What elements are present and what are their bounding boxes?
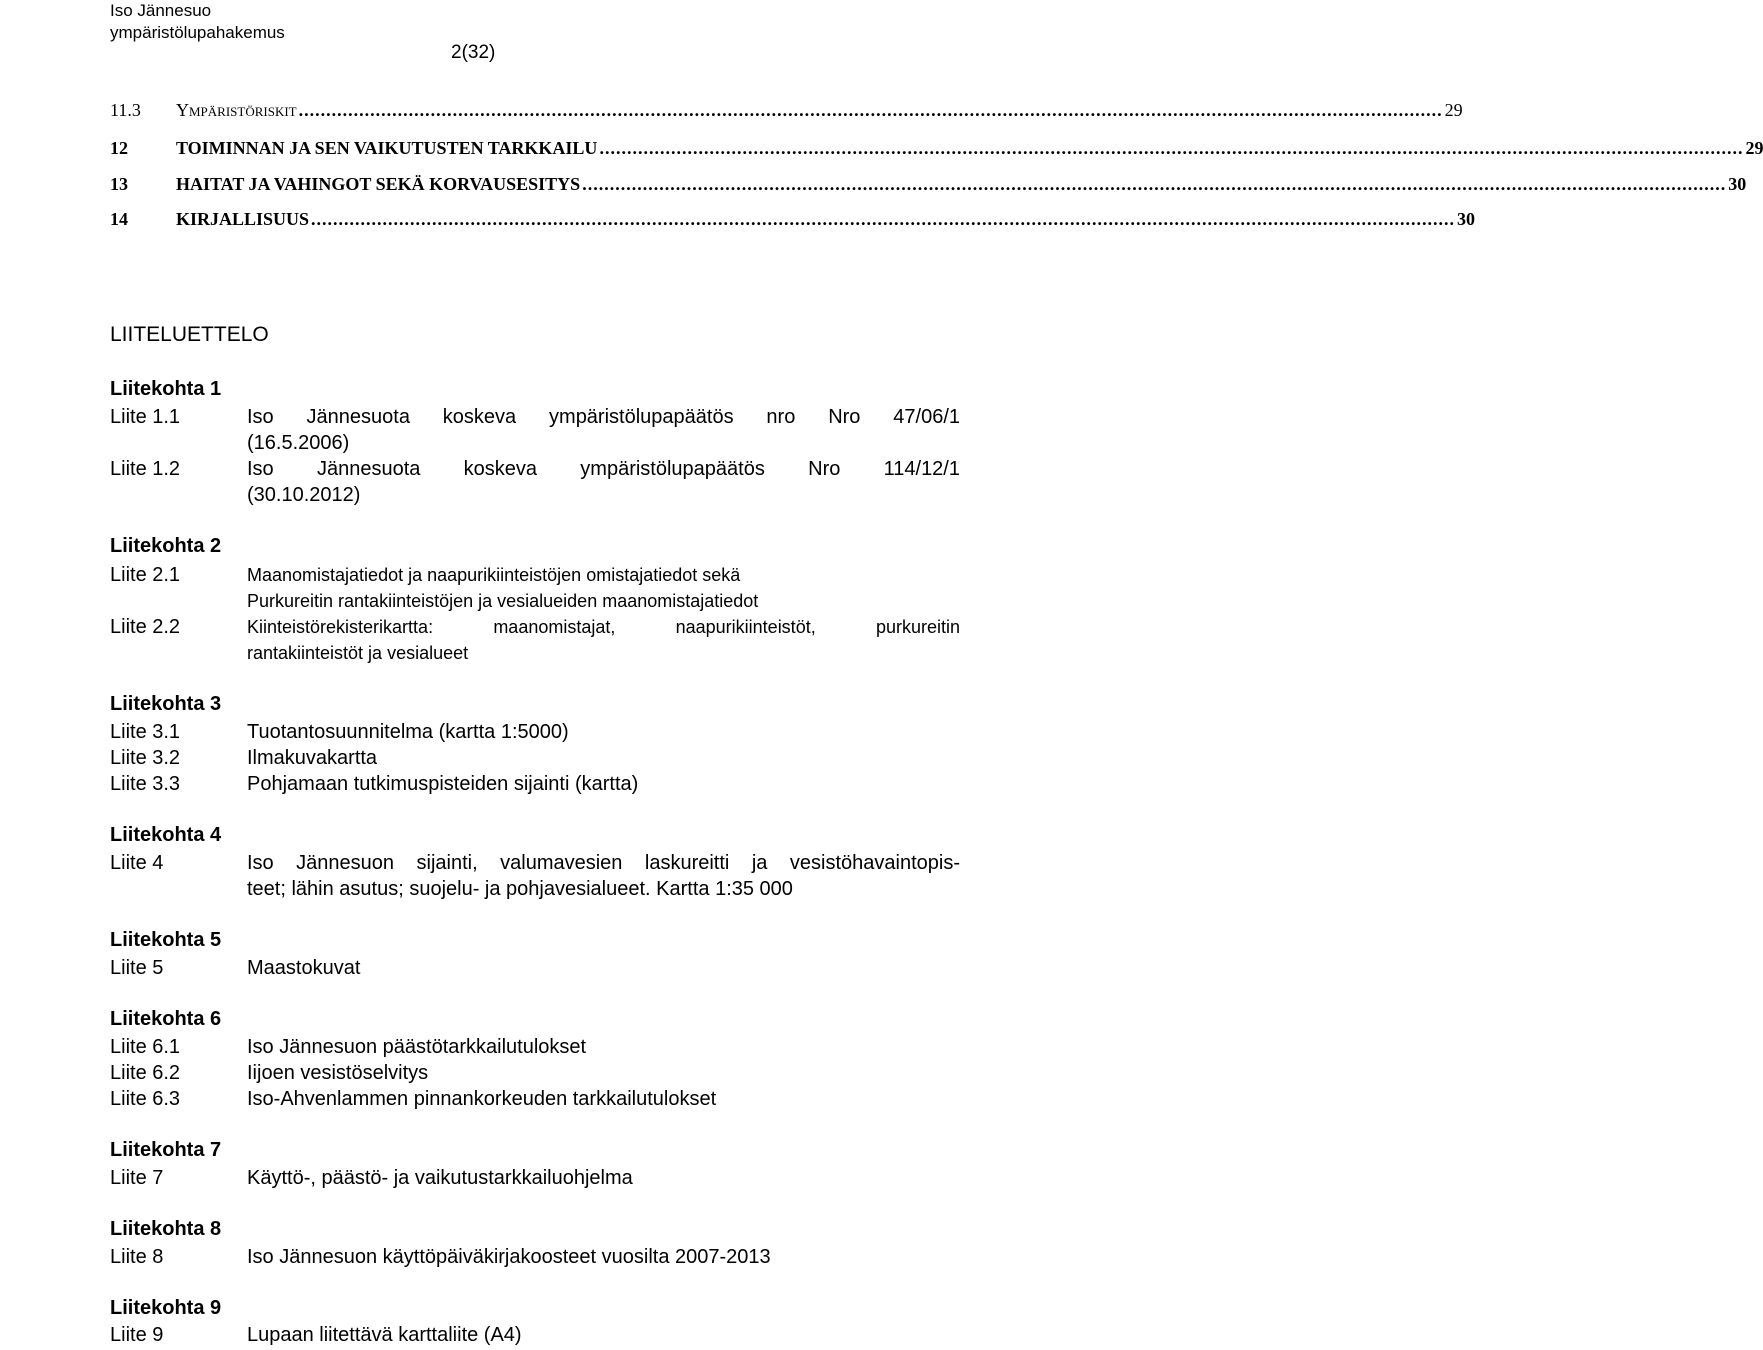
- appendix-description: Iijoen vesistöselvitys: [247, 1062, 429, 1084]
- section-heading: Liitekohta 1: [110, 378, 222, 400]
- toc-entry[interactable]: [110, 209, 1476, 230]
- appendix-description-cont: (30.10.2012): [247, 484, 361, 506]
- appendix-label: Liite 7: [110, 1167, 164, 1189]
- appendix-label: Liite 6.1: [110, 1036, 181, 1058]
- appendix-description: Maanomistajatiedot ja naapurikiinteistöjen omistajatiedot sekä: [247, 565, 741, 585]
- toc-entry[interactable]: [110, 100, 1463, 121]
- appendix-label: Liite 4: [110, 852, 164, 874]
- appendix-description-cont: rantakiinteistöt ja vesialueet: [247, 643, 469, 663]
- appendix-description-cont: teet; lähin asutus; suojelu- ja pohjavesialueet. Kartta 1:35 000: [247, 878, 793, 900]
- appendix-label: Liite 1.1: [110, 406, 181, 428]
- appendix-label: Liite 6.3: [110, 1088, 181, 1110]
- toc-entry-title: HAITAT JA VAHINGOT SEKÄ KORVAUSESITYS: [176, 174, 581, 194]
- toc-entry[interactable]: [110, 174, 1747, 195]
- appendix-description: Iso Jännesuota koskeva ympäristölupapäätös Nro 114/12/1: [247, 458, 960, 480]
- toc-entry-page: 30: [1728, 174, 1747, 194]
- section-heading: Liitekohta 5: [110, 929, 222, 951]
- toc-entry-title: KIRJALLISUUS: [176, 209, 310, 229]
- toc-entry-number: 14: [110, 209, 128, 229]
- appendix-description: Maastokuvat: [247, 957, 361, 979]
- section-heading: Liitekohta 9: [110, 1297, 222, 1319]
- section-heading: Liitekohta 4: [110, 824, 222, 846]
- section-heading: Liitekohta 7: [110, 1139, 222, 1161]
- toc-entry-title: Ympäristöriskit: [176, 100, 297, 120]
- appendix-description: Tuotantosuunnitelma (kartta 1:5000): [247, 721, 569, 743]
- section-heading: Liitekohta 6: [110, 1008, 222, 1030]
- toc-entry-number: 12: [110, 138, 128, 158]
- section-heading: Liitekohta 8: [110, 1218, 222, 1240]
- appendix-label: Liite 3.2: [110, 747, 181, 769]
- header-project-name: Iso Jännesuo: [110, 1, 212, 20]
- appendix-description: Ilmakuvakartta: [247, 747, 378, 769]
- appendix-description: Pohjamaan tutkimuspisteiden sijainti (kartta): [247, 773, 639, 795]
- page-number: 2(32): [451, 42, 496, 63]
- appendix-description: Iso Jännesuon käyttöpäiväkirjakoosteet vuosilta 2007-2013: [247, 1246, 771, 1268]
- appendix-label: Liite 3.3: [110, 773, 181, 795]
- toc-leader-dots: [299, 100, 1443, 121]
- toc-entry-number: 13: [110, 174, 128, 194]
- appendix-label: Liite 5: [110, 957, 164, 979]
- section-heading: Liitekohta 3: [110, 693, 222, 715]
- appendix-description: Kiinteistörekisterikartta: maanomistajat, naapurikiinteistöt, purkureitin: [247, 617, 960, 637]
- appendix-label: Liite 2.2: [110, 616, 181, 638]
- toc-leader-dots: [599, 138, 1743, 159]
- toc-entry-page: 29: [1745, 138, 1763, 158]
- toc-entry-page: 29: [1444, 100, 1463, 120]
- toc-entry-page: 30: [1457, 209, 1476, 229]
- section-heading: Liitekohta 2: [110, 535, 222, 557]
- appendix-description: Iso Jännesuon päästötarkkailutulokset: [247, 1036, 587, 1058]
- toc-entry[interactable]: [110, 138, 1763, 159]
- appendix-description: Iso-Ahvenlammen pinnankorkeuden tarkkailutulokset: [247, 1088, 717, 1110]
- toc-leader-dots: [582, 174, 1726, 195]
- appendix-label: Liite 3.1: [110, 721, 181, 743]
- appendix-description: Käyttö-, päästö- ja vaikutustarkkailuohjelma: [247, 1167, 633, 1189]
- appendix-description: Lupaan liitettävä karttaliite (A4): [247, 1324, 522, 1346]
- toc-entry-number: 11.3: [110, 100, 141, 120]
- appendix-label: Liite 1.2: [110, 458, 181, 480]
- document-header: [110, 0, 285, 44]
- toc-entry-title: TOIMINNAN JA SEN VAIKUTUSTEN TARKKAILU: [176, 138, 598, 158]
- appendix-description-cont: (16.5.2006): [247, 432, 350, 454]
- appendix-label: Liite 9: [110, 1324, 164, 1346]
- appendix-label: Liite 2.1: [110, 564, 181, 586]
- appendix-description: Iso Jännesuon sijainti, valumavesien laskureitti ja vesistöhavaintopis-: [247, 852, 960, 874]
- appendix-label: Liite 8: [110, 1246, 164, 1268]
- toc-leader-dots: [311, 209, 1455, 230]
- appendix-description-cont: Purkureitin rantakiinteistöjen ja vesialueiden maanomistajatiedot: [247, 591, 759, 611]
- appendix-label: Liite 6.2: [110, 1062, 181, 1084]
- header-document-type: ympäristölupahakemus: [110, 23, 285, 42]
- appendix-description: Iso Jännesuota koskeva ympäristölupapäätös nro Nro 47/06/1: [247, 406, 960, 428]
- appendix-list-heading: LIITELUETTELO: [110, 323, 269, 346]
